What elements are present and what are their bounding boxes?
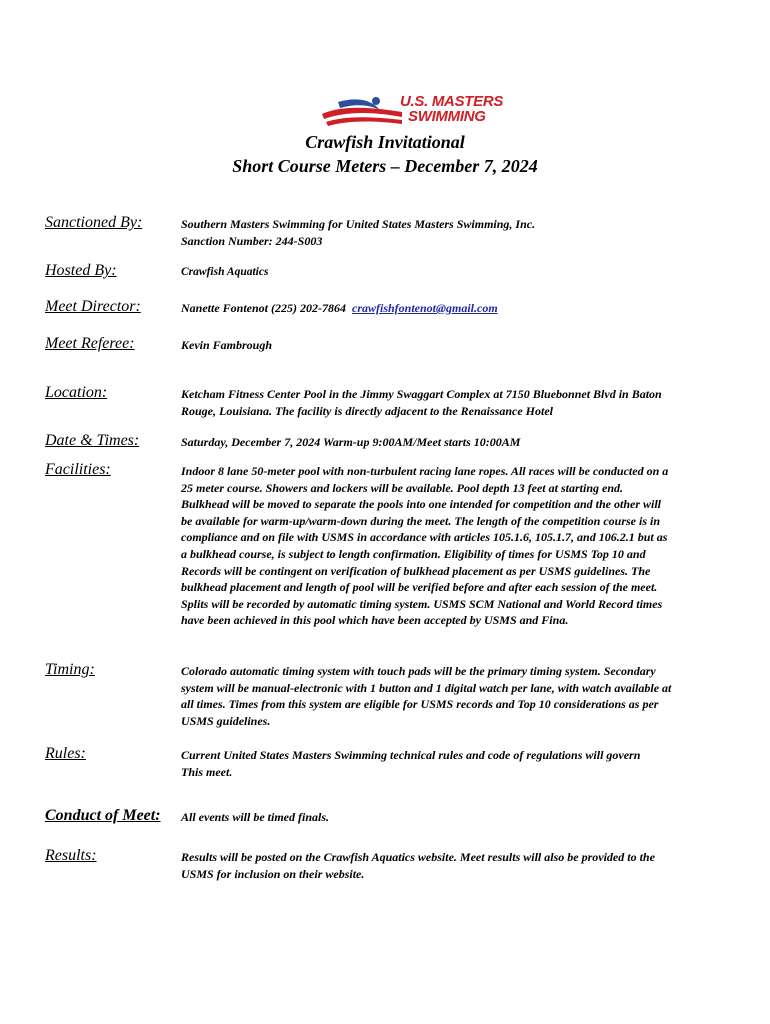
conduct-label: Conduct of Meet: [45,807,161,824]
facilities-line: a bulkhead course, is subject to length confirmation. Eligibility of times for USMS Top 10 and [181,546,646,561]
facilities-line: Indoor 8 lane 50-meter pool with non-turbulent racing lane ropes. All races will be conducted on a [181,464,669,478]
sanctioned-label: Sanctioned By: [45,214,143,231]
location-text [181,386,751,419]
director-email-link[interactable]: crawfishfontenot@gmail.com [352,301,498,315]
results-label: Results: [45,847,97,864]
facilities-line: be available for warm-up/warm-down during the meet. The length of the competition course is in [181,513,661,528]
results-line: Results will be posted on the Crawfish Aquatics website. Meet results will also be provided to the [181,850,655,864]
sanctioned-line-1: Southern Masters Swimming for United States Masters Swimming, Inc. [181,217,536,231]
hosted-text: Crawfish Aquatics [181,266,269,278]
timing-line: all times. Times from this system are eligible for USMS records and Top 10 considerations as per [181,697,659,712]
location-line: Rouge, Louisiana. The facility is directly adjacent to the Renaissance Hotel [181,403,553,418]
director-text [181,300,751,317]
timing-label: Timing: [45,661,95,678]
sanctioned-text [181,216,751,249]
results-text [181,849,751,882]
referee-label: Meet Referee: [45,335,135,352]
hosted-label: Hosted By: [45,262,117,279]
facilities-line: 25 meter course. Showers and lockers will be available. Pool depth 13 feet at starting end. [181,480,623,495]
usms-logo [318,92,514,132]
facilities-line: Splits will be recorded by automatic timing system. USMS SCM National and World Record times [181,596,663,611]
rules-line: Current United States Masters Swimming technical rules and code of regulations will govern [181,748,641,762]
director-name-phone: Nanette Fontenot (225) 202-7864 [181,301,346,315]
location-line: Ketcham Fitness Center Pool in the Jimmy Swaggart Complex at 7150 Bluebonnet Blvd in Baton [181,387,662,401]
facilities-line: bulkhead placement and length of pool will be verified before and after each session of the meet. [181,580,658,595]
timing-line: USMS guidelines. [181,713,271,728]
facilities-label: Facilities: [45,461,111,478]
swimmer-icon [318,92,404,132]
logo-line-1: U.S. MASTERS [400,93,504,110]
referee-text: Kevin Fambrough [181,338,273,352]
facilities-line: compliance and on file with USMS in accordance with articles 105.1.6, 105.1.7, and 106.2.1 but as [181,530,668,545]
rules-label: Rules: [45,745,86,762]
document-subtitle: Short Course Meters – December 7, 2024 [232,156,538,176]
timing-line: Colorado automatic timing system with touch pads will be the primary timing system. Secondary [181,664,656,678]
rules-line: This meet. [181,764,233,779]
location-label: Location: [45,384,108,401]
date-text: Saturday, December 7, 2024 Warm-up 9:00AM/Meet starts 10:00AM [181,435,521,449]
director-label: Meet Director: [45,298,141,315]
document-title: Crawfish Invitational [305,132,465,152]
facilities-line: have been achieved in this pool which have been accepted by USMS and Fina. [181,613,569,628]
timing-line: system will be manual-electronic with 1 button and 1 digital watch per lane, with watch available at [181,680,672,695]
conduct-text: All events will be timed finals. [181,810,329,824]
facilities-line: Records will be contingent on verification of bulkhead placement as per USMS guidelines. The [181,563,651,578]
facilities-text [181,463,751,629]
timing-text [181,663,751,729]
date-label: Date & Times: [45,432,140,449]
rules-text [181,747,751,780]
logo-line-2: SWIMMING [408,108,486,125]
results-line: USMS for inclusion on their website. [181,866,365,881]
facilities-line: Bulkhead will be moved to separate the pools into one intended for competition and the other will [181,497,662,512]
sanction-number: Sanction Number: 244-S003 [181,233,323,248]
